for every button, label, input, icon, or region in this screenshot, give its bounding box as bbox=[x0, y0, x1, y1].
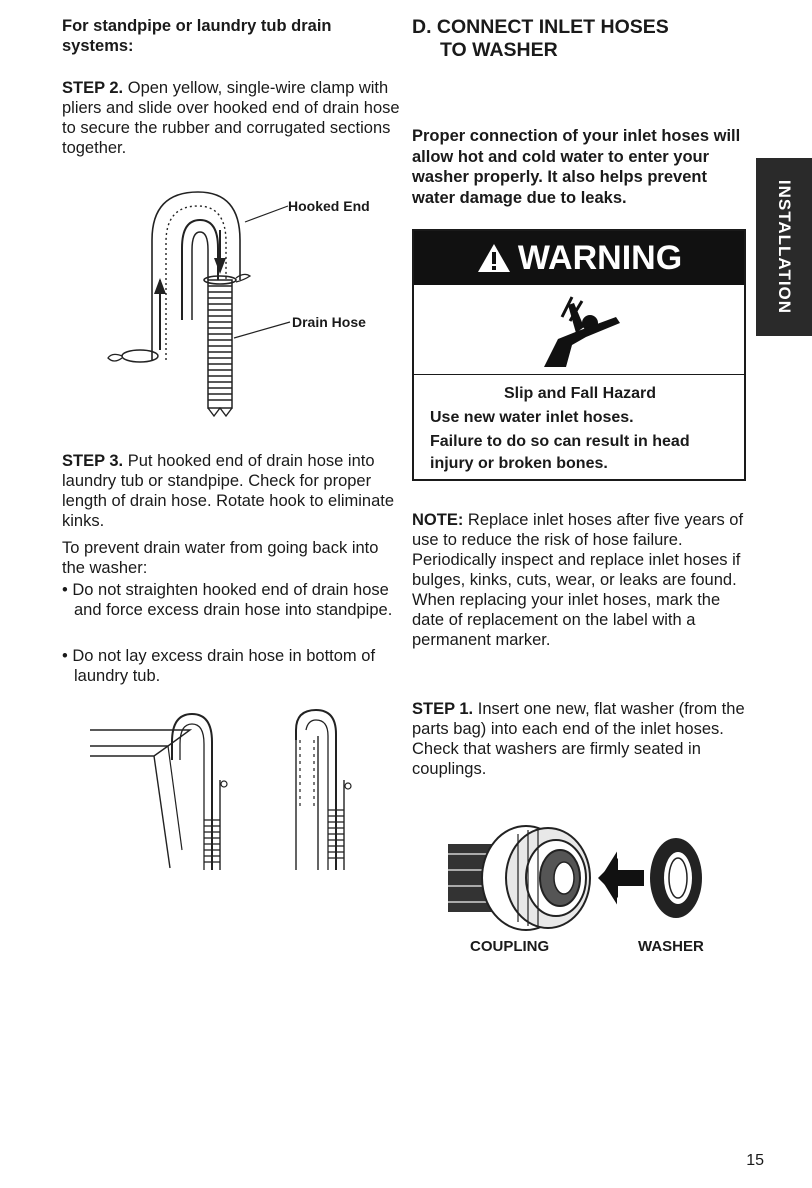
coupling-washer-figure bbox=[448, 820, 728, 940]
hooked-end-label: Hooked End bbox=[288, 198, 370, 214]
note-text: Replace inlet hoses after five years of use to reduce the risk of hose failure. Periodically inspect and replace inlet hoses if bulges, kinks, cuts, wear, or leaks are found. When replacing your inlet hoses, mark the date of replacement on the label with a permanent marker. bbox=[412, 511, 744, 649]
step3-paragraph bbox=[62, 451, 402, 531]
right-heading-line2: TO WASHER bbox=[440, 39, 558, 61]
step1-paragraph bbox=[412, 699, 748, 779]
warning-title: Slip and Fall Hazard bbox=[503, 385, 657, 402]
tub-standpipe-figure bbox=[80, 700, 370, 880]
intro-paragraph: Proper connection of your inlet hoses will allow hot and cold water to enter your washer properly. It also helps prevent water damage due to leaks. bbox=[412, 127, 741, 207]
step2-paragraph bbox=[62, 78, 402, 158]
bullet-item: • Do not straighten hooked end of drain hose and force excess drain hose into standpipe. bbox=[62, 581, 393, 619]
prevent-text: To prevent drain water from going back into the washer: bbox=[62, 539, 379, 577]
warning-text-block bbox=[414, 374, 744, 475]
slip-fall-icon bbox=[532, 287, 632, 371]
installation-side-tab bbox=[756, 158, 812, 336]
note-label: NOTE: bbox=[412, 511, 464, 529]
step2-label: STEP 2. bbox=[62, 79, 124, 97]
step2-text: Open yellow, single-wire clamp with pliers and slide over hooked end of drain hose to secure the rubber and corrugated sections together. bbox=[62, 79, 400, 157]
side-tab-label: INSTALLATION bbox=[775, 179, 794, 315]
warning-line1: Use new water inlet hoses. bbox=[430, 409, 634, 426]
right-heading-line1: D. CONNECT INLET HOSES bbox=[412, 16, 669, 38]
drain-hose-label: Drain Hose bbox=[292, 314, 366, 330]
warning-triangle-icon bbox=[476, 242, 512, 274]
right-heading bbox=[412, 16, 748, 62]
page-number: 15 bbox=[746, 1152, 764, 1169]
warning-banner bbox=[414, 231, 744, 285]
bullet-item: • Do not lay excess drain hose in bottom of laundry tub. bbox=[62, 647, 376, 685]
washer-caption: WASHER bbox=[638, 938, 704, 955]
note-paragraph bbox=[412, 510, 748, 650]
warning-line2: Failure to do so can result in head injury or broken bones. bbox=[430, 433, 690, 472]
left-heading: For standpipe or laundry tub drain systems: bbox=[62, 17, 332, 55]
coupling-caption: COUPLING bbox=[470, 938, 550, 955]
warning-banner-text: WARNING bbox=[517, 238, 683, 277]
step1-text: Insert one new, flat washer (from the parts bag) into each end of the inlet hoses. Check that washers are firmly seated in couplings. bbox=[412, 700, 745, 778]
step3-label: STEP 3. bbox=[62, 452, 124, 470]
step3-text: Put hooked end of drain hose into laundry tub or standpipe. Check for proper length of drain hose. Rotate hook to eliminate kinks. bbox=[62, 452, 395, 530]
step1-label: STEP 1. bbox=[412, 700, 474, 718]
warning-box bbox=[412, 229, 746, 481]
